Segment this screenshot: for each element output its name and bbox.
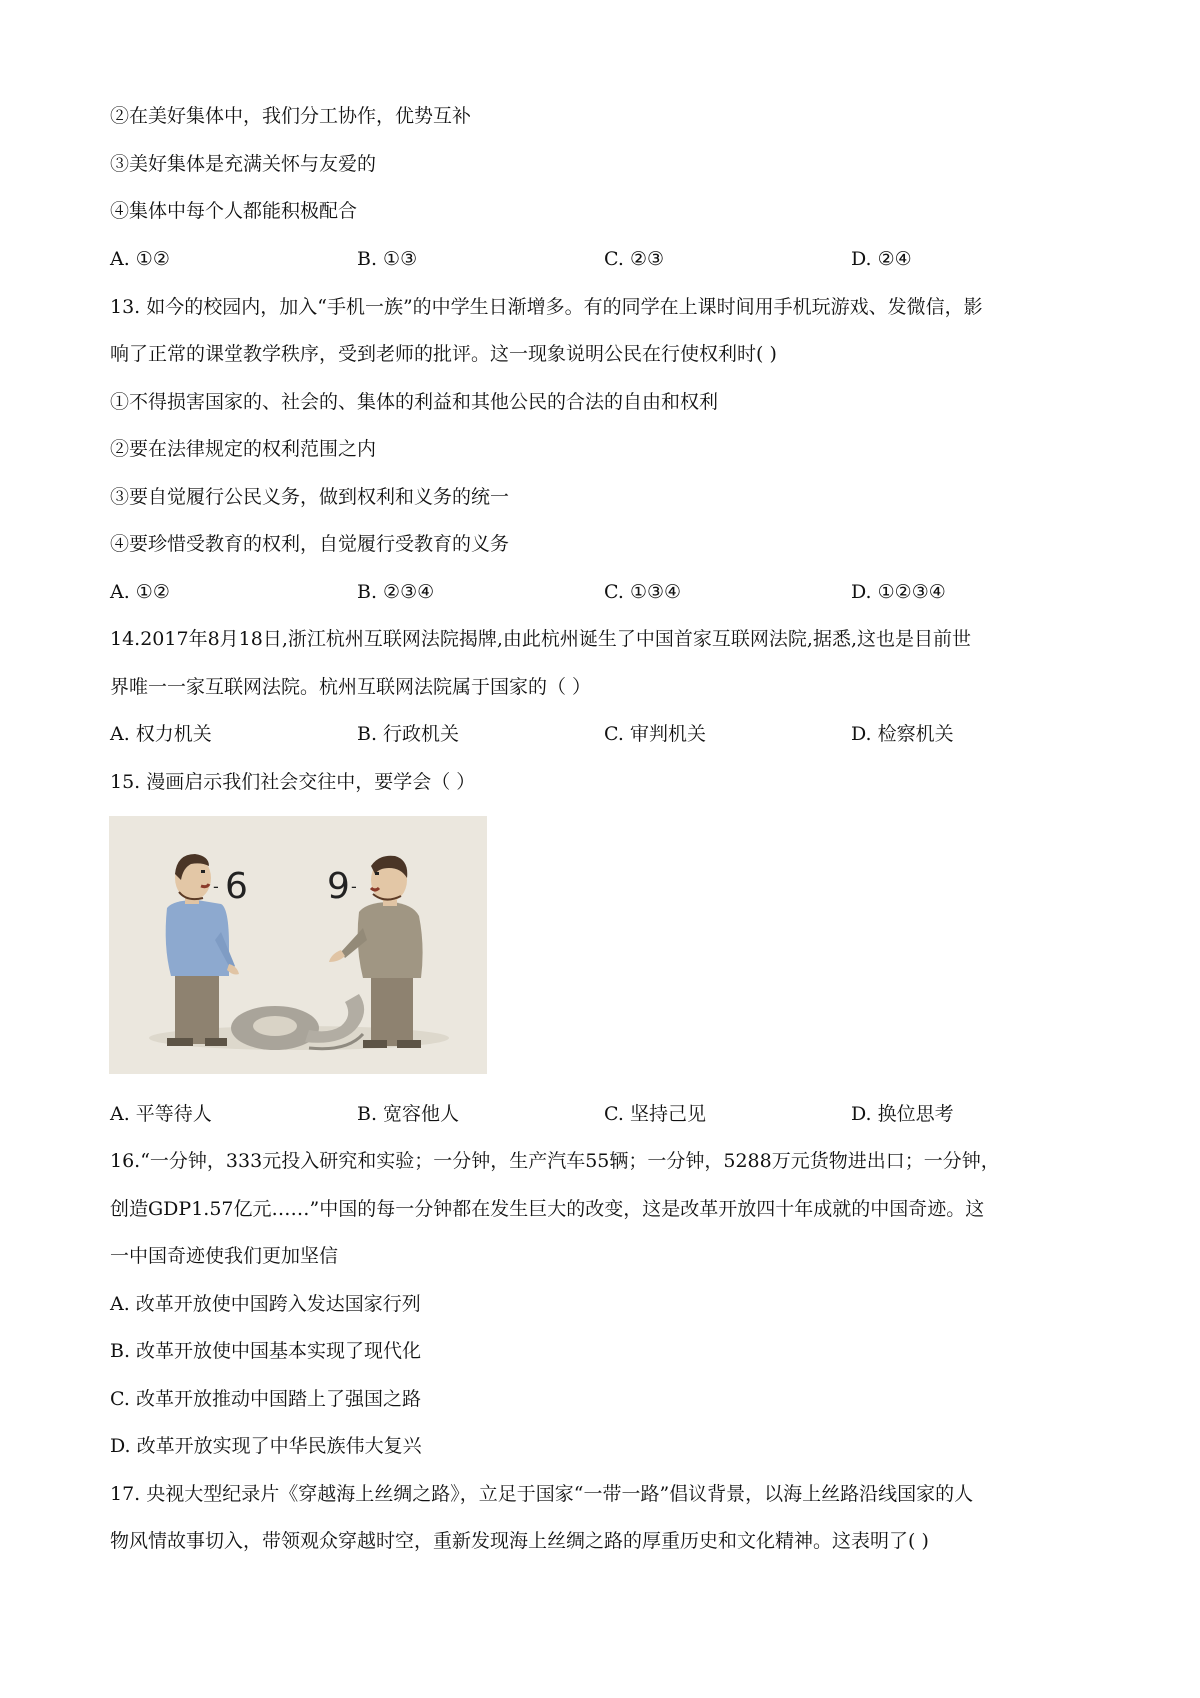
q12-option-c[interactable]: C. ②③ (604, 248, 665, 270)
q12-option-d[interactable]: D. ②④ (851, 248, 912, 270)
q16-stem-line-1: 16.“一分钟，333元投入研究和实验；一分钟，生产汽车55辆；一分钟，5288万元货物进出口；一分钟， (110, 1150, 1000, 1172)
q13-item-2: ②要在法律规定的权利范围之内 (110, 438, 377, 460)
q13-stem-line-2: 响了正常的课堂教学秩序，受到老师的批评。这一现象说明公民在行使权利时( ) (110, 343, 777, 365)
q14-option-b[interactable]: B. 行政机关 (357, 723, 460, 745)
q12-item-4: ④集体中每个人都能积极配合 (110, 200, 358, 222)
q15-option-c[interactable]: C. 坚持己见 (604, 1103, 706, 1125)
q15-cartoon (109, 816, 487, 1074)
q13-options (110, 580, 1010, 604)
q14-stem-line-2: 界唯一一家互联网法院。杭州互联网法院属于国家的（ ） (110, 676, 592, 698)
q12-option-a[interactable]: A. ①② (110, 248, 170, 270)
q16-option-b[interactable]: B. 改革开放使中国基本实现了现代化 (110, 1340, 422, 1362)
q15-option-b[interactable]: B. 宽容他人 (357, 1103, 460, 1125)
q15-option-a[interactable]: A. 平等待人 (110, 1103, 212, 1125)
q12-item-2: ②在美好集体中，我们分工协作，优势互补 (110, 105, 472, 127)
q13-option-a[interactable]: A. ①② (110, 581, 170, 603)
q12-option-b[interactable]: B. ①③ (357, 248, 418, 270)
q13-stem-line-1: 13. 如今的校园内，加入“手机一族”的中学生日渐增多。有的同学在上课时间用手机玩游戏、发微信，影 (110, 296, 983, 318)
q13-option-c[interactable]: C. ①③④ (604, 581, 682, 603)
cartoon-illustration (109, 816, 487, 1074)
q14-option-a[interactable]: A. 权力机关 (110, 723, 212, 745)
q16-option-c[interactable]: C. 改革开放推动中国踏上了强国之路 (110, 1388, 421, 1410)
q14-option-d[interactable]: D. 检察机关 (851, 723, 954, 745)
q13-option-b[interactable]: B. ②③④ (357, 581, 435, 603)
q13-item-4: ④要珍惜受教育的权利，自觉履行受教育的义务 (110, 533, 510, 555)
q15-option-d[interactable]: D. 换位思考 (851, 1103, 954, 1125)
left-speech-dash: - (213, 877, 219, 896)
q17-stem-line-1: 17. 央视大型纪录片《穿越海上丝绸之路》，立足于国家“一带一路”倡议背景，以海上丝路沿线国家的人 (110, 1483, 974, 1505)
q12-item-3: ③美好集体是充满关怀与友爱的 (110, 153, 377, 175)
q12-options (110, 247, 1010, 271)
q13-item-3: ③要自觉履行公民义务，做到权利和义务的统一 (110, 486, 510, 508)
q13-option-d[interactable]: D. ①②③④ (851, 581, 946, 603)
q13-item-1: ①不得损害国家的、社会的、集体的利益和其他公民的合法的自由和权利 (110, 391, 719, 413)
q16-option-d[interactable]: D. 改革开放实现了中华民族伟大复兴 (110, 1435, 422, 1457)
q15-stem: 15. 漫画启示我们社会交往中，要学会（ ） (110, 771, 476, 793)
right-speech-number: 9 (327, 866, 350, 907)
q15-options (110, 1102, 1010, 1126)
q14-option-c[interactable]: C. 审判机关 (604, 723, 706, 745)
q17-stem-line-2: 物风情故事切入，带领观众穿越时空，重新发现海上丝绸之路的厚重历史和文化精神。这表明了( ) (110, 1530, 929, 1552)
q16-option-a[interactable]: A. 改革开放使中国跨入发达国家行列 (110, 1293, 421, 1315)
right-speech-dash: - (351, 877, 357, 896)
q14-options (110, 722, 1010, 746)
q16-stem-line-2: 创造GDP1.57亿元……”中国的每一分钟都在发生巨大的改变，这是改革开放四十年成就的中国奇迹。这 (110, 1198, 985, 1220)
left-speech-number: 6 (225, 866, 248, 907)
q16-stem-line-3: 一中国奇迹使我们更加坚信 (110, 1245, 339, 1267)
q14-stem-line-1: 14.2017年8月18日,浙江杭州互联网法院揭牌,由此杭州诞生了中国首家互联网法院,据悉,这也是目前世 (110, 628, 971, 650)
